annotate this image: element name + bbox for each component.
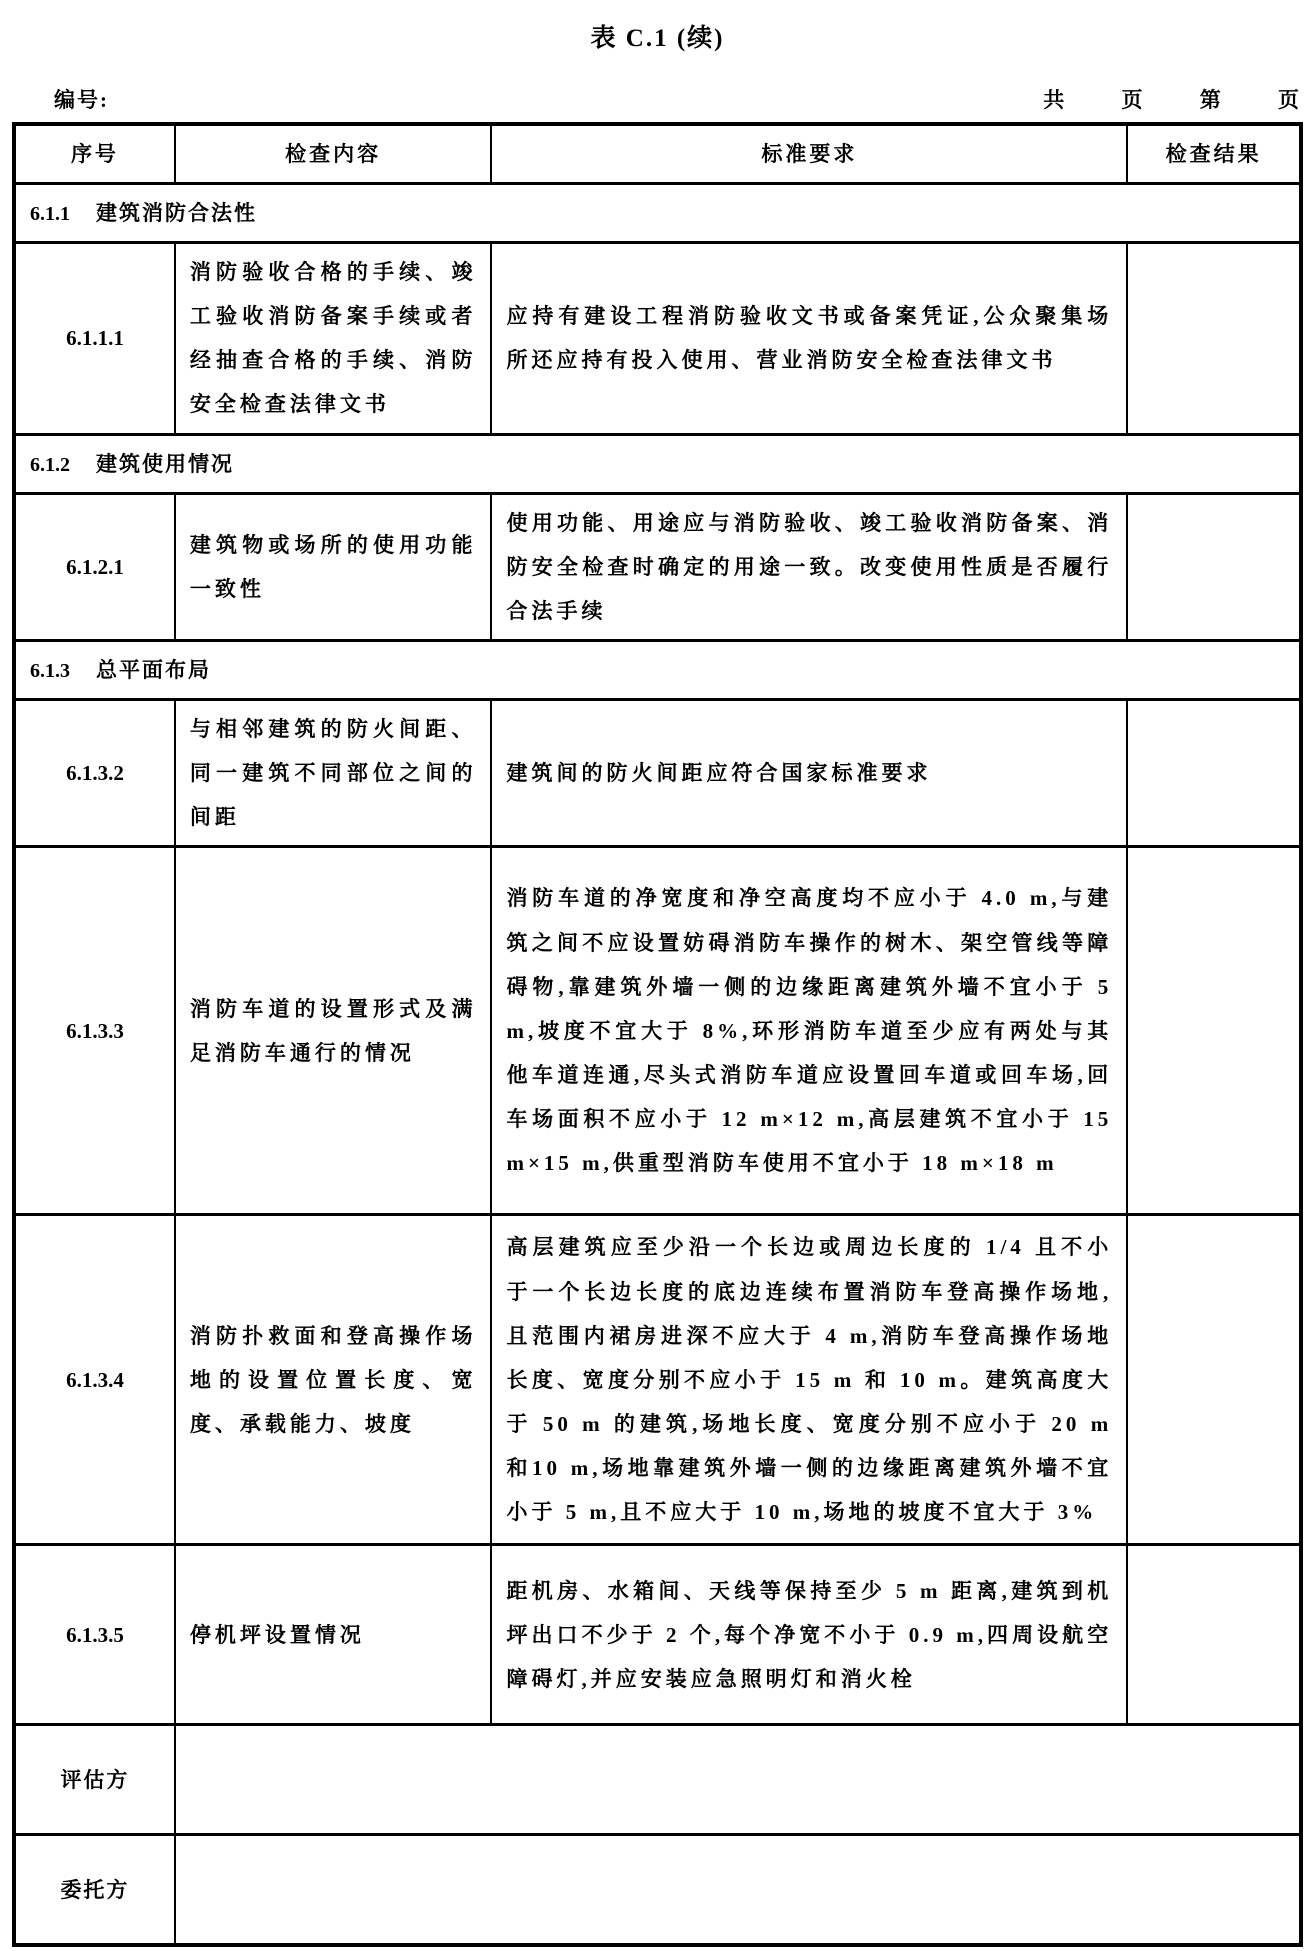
result-cell [1127, 847, 1301, 1215]
serial-cell: 6.1.3.2 [14, 700, 175, 847]
number-label: 编号: [54, 88, 109, 112]
result-cell [1127, 493, 1301, 640]
section-title: 总平面布局 [96, 657, 211, 682]
section-row [14, 184, 1301, 243]
serial-cell: 6.1.2.1 [14, 493, 175, 640]
section-6-1-3 [14, 640, 1301, 699]
table-row [14, 243, 1301, 434]
meta-row [12, 84, 1303, 114]
requirement-cell: 距机房、水箱间、天线等保持至少 5 m 距离,建筑到机坪出口不少于 2 个,每个净宽不小于 0.9 m,四周设航空障碍灯,并应安装应急照明灯和消火栓 [491, 1545, 1127, 1725]
total-label: 共 [1043, 88, 1065, 112]
section-number: 6.1.3 [30, 659, 70, 682]
content-cell: 消防扑救面和登高操作场地的设置位置长度、宽度、承载能力、坡度 [175, 1215, 492, 1545]
page-word-2: 页 [1278, 88, 1299, 112]
ordinal-label: 第 [1199, 88, 1221, 112]
page-title: 表 C.1 (续) [590, 25, 725, 52]
client-label: 委托方 [14, 1835, 175, 1945]
footer-row [14, 1725, 1301, 1835]
col-header-serial: 序号 [14, 124, 175, 184]
section-6-1-2 [14, 434, 1301, 493]
table-row [14, 1215, 1301, 1545]
content-cell: 消防验收合格的手续、竣工验收消防备案手续或者经抽查合格的手续、消防安全检查法律文书 [175, 243, 492, 434]
col-header-result: 检查结果 [1127, 124, 1301, 184]
section-number: 6.1.1 [30, 203, 70, 226]
table-row [14, 1545, 1301, 1725]
content-cell: 与相邻建筑的防火间距、同一建筑不同部位之间的间距 [175, 700, 492, 847]
table-row [14, 700, 1301, 847]
serial-cell: 6.1.1.1 [14, 243, 175, 434]
requirement-cell: 高层建筑应至少沿一个长边或周边长度的 1/4 且不小于一个长边长度的底边连续布置消防车登高操作场地,且范围内裙房进深不应大于 4 m,消防车登高操作场地长度、宽度分别不应小于 15 m 和 10 m。建筑高度大于 50 m 的建筑,场地长度、宽度分别不应小于 20 m 和10 m,场地靠建筑外墙一侧的边缘距离建筑外墙不宜小于 5 m,且不应大于 10 m,场地的坡度不宜大于 3% [491, 1215, 1127, 1545]
footer-row [14, 1835, 1301, 1945]
table-row [14, 493, 1301, 640]
inspection-table [12, 122, 1303, 1947]
serial-cell: 6.1.3.4 [14, 1215, 175, 1545]
section-title: 建筑消防合法性 [96, 201, 257, 226]
table-row [14, 847, 1301, 1215]
page-count-labels [1043, 84, 1303, 114]
section-row [14, 434, 1301, 493]
assessor-value-cell [175, 1725, 1301, 1835]
section-row [14, 640, 1301, 699]
table-header-row [14, 124, 1301, 184]
result-cell [1127, 1545, 1301, 1725]
requirement-cell: 使用功能、用途应与消防验收、竣工验收消防备案、消防安全检查时确定的用途一致。改变使用性质是否履行合法手续 [491, 493, 1127, 640]
client-value-cell [175, 1835, 1301, 1945]
requirement-cell: 消防车道的净宽度和净空高度均不应小于 4.0 m,与建筑之间不应设置妨碍消防车操作的树木、架空管线等障碍物,靠建筑外墙一侧的边缘距离建筑外墙不宜小于 5 m,坡度不宜大于 8%,环形消防车道至少应有两处与其他车道连通,尽头式消防车道应设置回车道或回车场,回车场面积不应小于 12 m×12 m,高层建筑不宜小于 15 m×15 m,供重型消防车使用不宜小于 18 m×18 m [491, 847, 1127, 1215]
page-word: 页 [1121, 88, 1143, 112]
section-number: 6.1.2 [30, 453, 70, 476]
col-header-requirement: 标准要求 [491, 124, 1127, 184]
serial-cell: 6.1.3.5 [14, 1545, 175, 1725]
col-header-content: 检查内容 [175, 124, 492, 184]
content-cell: 消防车道的设置形式及满足消防车通行的情况 [175, 847, 492, 1215]
requirement-cell: 应持有建设工程消防验收文书或备案凭证,公众聚集场所还应持有投入使用、营业消防安全检查法律文书 [491, 243, 1127, 434]
result-cell [1127, 700, 1301, 847]
serial-cell: 6.1.3.3 [14, 847, 175, 1215]
requirement-cell: 建筑间的防火间距应符合国家标准要求 [491, 700, 1127, 847]
section-6-1-1 [14, 184, 1301, 243]
result-cell [1127, 243, 1301, 434]
content-cell: 停机坪设置情况 [175, 1545, 492, 1725]
section-title: 建筑使用情况 [96, 451, 234, 476]
assessor-label: 评估方 [14, 1725, 175, 1835]
content-cell: 建筑物或场所的使用功能一致性 [175, 493, 492, 640]
result-cell [1127, 1215, 1301, 1545]
